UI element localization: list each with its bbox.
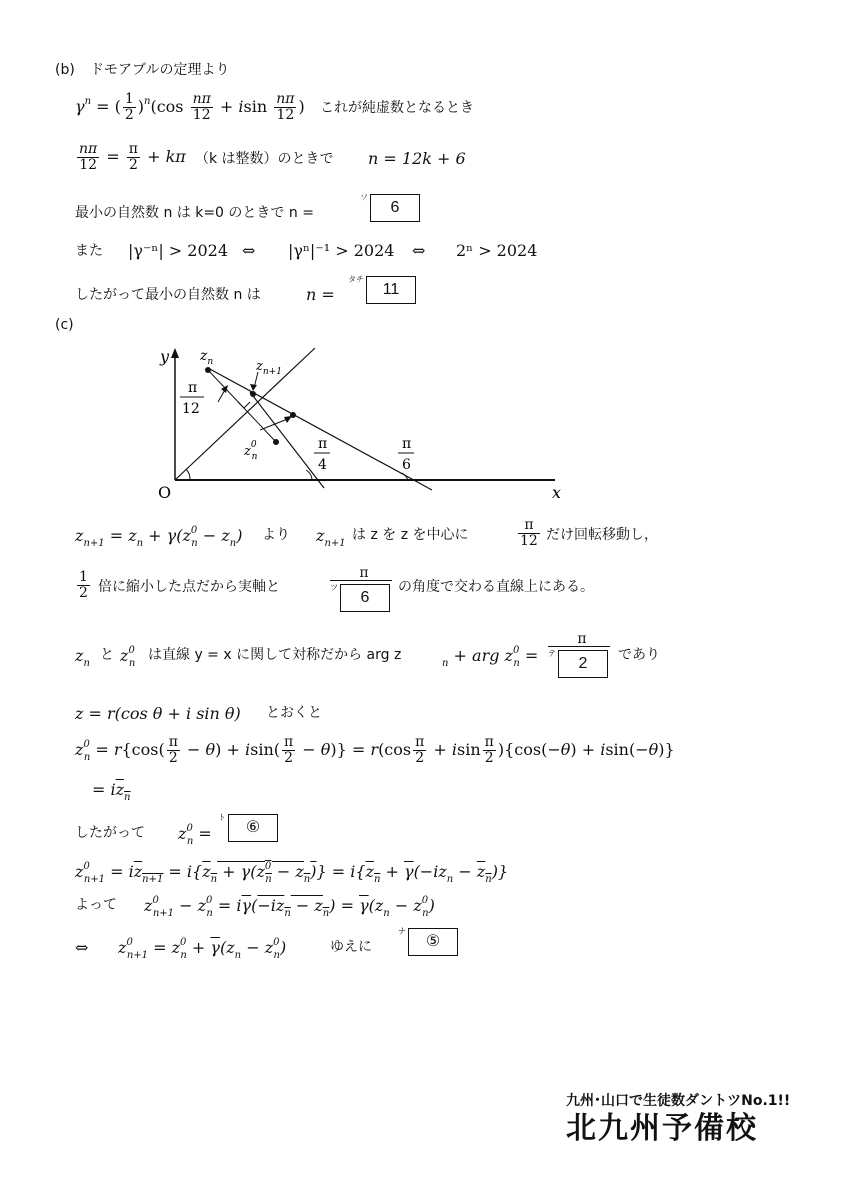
recurrence-eq: $z_{n+1} = z_n + \gamma(z^0_n - z_n)$: [75, 525, 243, 549]
pure-imaginary-text: これが純虚数となるとき: [320, 100, 474, 116]
n-solution: n = 12k + 6: [368, 149, 466, 168]
zn0-derivation: $z^0_n = r\{\cos$( $\frac{\pi}{2}$ − θ) + isin( $\frac{\pi}{2}$ − θ)} = r(cos $\frac{\pi}{2}$ + isin $\frac{\pi}{2}$ ){cos(−θ) + isin(−θ)}: [75, 734, 675, 766]
x-label: x: [552, 483, 562, 502]
n-equals: n =: [306, 285, 335, 304]
answer-to-box[interactable]: ⑥: [228, 814, 278, 842]
iff-final: ⇔: [75, 938, 89, 957]
line-pi-4: [250, 392, 324, 488]
intersect-text: の角度で交わる直線上にある。: [398, 579, 594, 595]
answer-tachi-box[interactable]: 11: [366, 276, 416, 304]
part-b-label: (b): [55, 62, 75, 78]
part-b-heading: ドモアブルの定理より: [90, 62, 230, 78]
point-zn1: [250, 391, 256, 397]
therefore-text: したがって: [75, 825, 145, 841]
answer-to-group: $^ト$⑥: [218, 814, 278, 842]
final-eq: $z^0_{n+1} = z^0_n + \overline{\gamma}(z_n - z^0_n)$: [118, 937, 287, 961]
okuto-text: とおくと: [266, 705, 322, 721]
rotation-desc: は z を z を中心に: [352, 527, 469, 543]
angle-pi4-den: 4: [318, 457, 327, 473]
angle-pi6-num: π: [402, 436, 412, 452]
pi-12-frac: $\frac{\pi}{12}$: [520, 517, 538, 549]
part-c-label: (c): [55, 317, 74, 333]
angle-pi6-den: 6: [402, 457, 411, 473]
inequality-2: |γⁿ|⁻¹ > 2024: [288, 241, 395, 260]
difference-eq: $z^0_{n+1} - z^0_n = i\overline{\gamma}(-iz_n - z_n) = \overline{\gamma}(z_n - z^0_n)$: [144, 895, 435, 919]
inequality-3: 2ⁿ > 2024: [456, 241, 538, 260]
yueni-text: ゆえに: [330, 939, 372, 955]
iff-2: ⇔: [412, 241, 426, 260]
angle-pi4-num: π: [318, 436, 328, 452]
therefore-min-text: したがって最小の自然数 n は: [75, 287, 261, 303]
min-natural-text: 最小の自然数 n は k=0 のときで n =: [75, 205, 314, 221]
zn1-0-derivation: $z^0_{n+1} = iz_{n+1} = i\{z_n + \gamma(z^0_n - z_n)\} = i\{z_n + \overline{\gamma}(-iz_n - z_n)\}$: [75, 861, 509, 885]
zn0-label: $z^0$ n: [244, 440, 258, 462]
yotte-text: よって: [75, 897, 117, 913]
zn1-ref: $z_{n+1}$: [316, 526, 346, 549]
shrink-text: 倍に縮小した点だから実軸と: [98, 579, 280, 595]
zn0-eq: $z^0_n$ =: [178, 823, 212, 847]
half-frac: $\frac{1}{2}$: [79, 569, 88, 601]
point-zn: [205, 367, 211, 373]
de-ari-text: であり: [618, 647, 660, 663]
rotation-diagram: [140, 340, 580, 510]
rotation-desc-2: だけ回転移動し，: [546, 527, 658, 543]
yori-text: より: [262, 527, 290, 543]
inequality-1: |γ⁻ⁿ| > 2024: [128, 241, 229, 260]
answer-na-box[interactable]: ⑤: [408, 928, 458, 956]
zn-ref: $z_n$: [75, 646, 90, 669]
argument-condition: $\frac{n\pi}{12}$ = $\frac{\pi}{2}$ + kπ: [79, 141, 186, 173]
iff-1: ⇔: [242, 241, 256, 260]
y-label: y: [160, 347, 170, 366]
logo-tagline: 九州･山口で生徒数ダントツNo.1!!: [566, 1093, 791, 1109]
logo-name: 北九州予備校: [566, 1111, 758, 1146]
gamma-power-formula: $\gamma^n$ = ( $\frac{1}{2}$ )$^n$(cos $\frac{n\pi}{12}$ + isin $\frac{n\pi}{12}$ ): [75, 91, 305, 123]
zn0-ref: $z^0_n$: [120, 645, 136, 669]
polar-form: z = r(cos θ + i sin θ): [75, 704, 241, 723]
answer-tachi-group: $^{タチ}$11: [348, 276, 416, 304]
angle-pi12-den: 12: [182, 401, 200, 417]
point-zn0: [273, 439, 279, 445]
also-text: また: [75, 243, 103, 259]
arg-sum: $_n$ + arg $z^0_n$ =: [442, 645, 539, 669]
answer-so-box[interactable]: 6: [370, 194, 420, 222]
to-text: と: [100, 647, 114, 663]
symmetric-text: は直線 y = x に関して対称だから arg z: [148, 647, 402, 663]
answer-te-group: π $^テ$2: [548, 632, 610, 678]
answer-te-box[interactable]: 2: [558, 650, 608, 678]
answer-tsu-box[interactable]: 6: [340, 584, 390, 612]
zn-label: $z_n$: [200, 348, 214, 367]
k-integer-text: （k は整数）のときで: [195, 151, 334, 167]
i-zn-bar: = $iz_n$: [92, 780, 131, 803]
zn1-label: $z_{n+1}$: [256, 359, 282, 377]
angle-pi12-num: π: [188, 380, 198, 396]
answer-tsu-group: π $^ツ$6: [330, 566, 392, 612]
answer-so-group: $^ソ$6: [360, 194, 420, 222]
answer-na-group: $^ナ$⑤: [398, 928, 458, 956]
origin-label: O: [158, 483, 172, 502]
